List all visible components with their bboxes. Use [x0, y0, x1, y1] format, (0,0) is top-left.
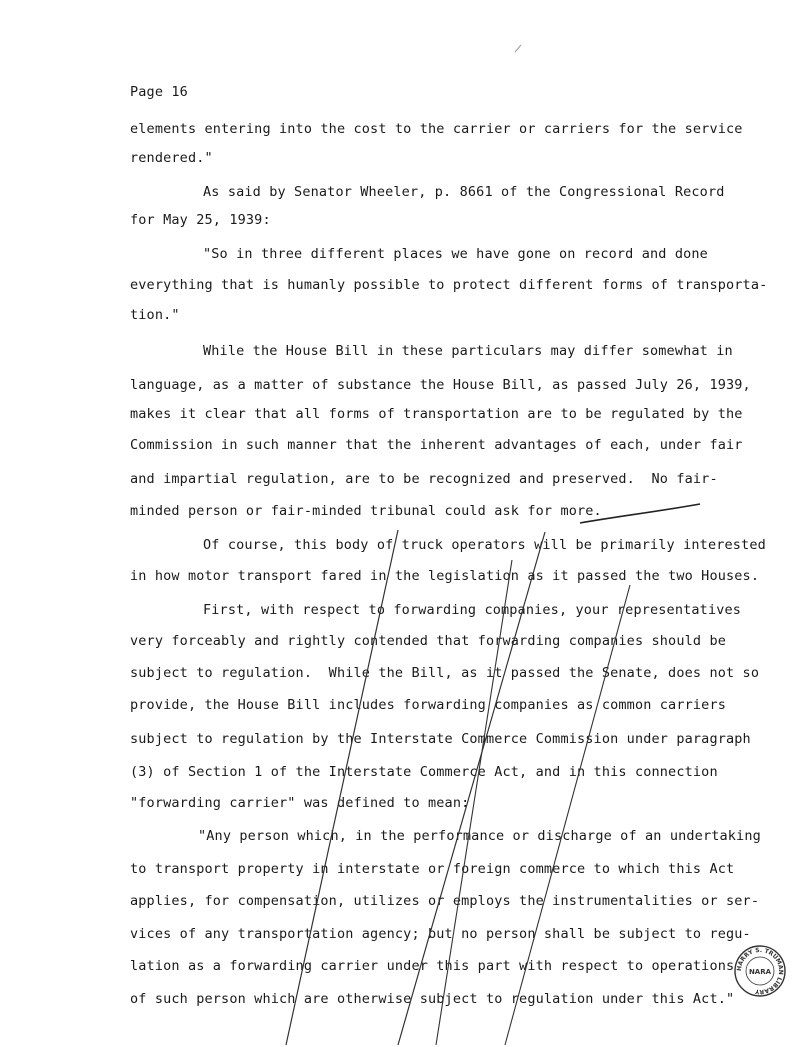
text-line-1: elements entering into the cost to the carrier or carriers for the service — [130, 121, 743, 137]
quote-line-1: "So in three different places we have gone on record and done — [203, 246, 708, 262]
definition-line-4: vices of any transportation agency; but no person shall be subject to regu- — [130, 926, 751, 942]
paragraph-line-12: provide, the House Bill includes forwarding companies as common carriers — [130, 697, 726, 713]
paragraph-line-8: in how motor transport fared in the legislation as it passed the two Houses. — [130, 568, 760, 584]
paragraph-line-4: Commission in such manner that the inherent advantages of each, under fair — [130, 437, 743, 453]
paragraph-line-6: minded person or fair-minded tribunal could ask for more. — [130, 503, 602, 519]
page-number: Page 16 — [130, 84, 188, 100]
paragraph-line-5: and impartial regulation, are to be recognized and preserved. No fair- — [130, 471, 718, 487]
paragraph-line-13: subject to regulation by the Interstate Commerce Commission under paragraph — [130, 731, 751, 747]
text-line-3: As said by Senator Wheeler, p. 8661 of the Congressional Record — [203, 184, 725, 200]
definition-line-6: of such person which are otherwise subject to regulation under this Act." — [130, 991, 735, 1007]
paragraph-line-15: "forwarding carrier" was defined to mean: — [130, 795, 470, 811]
quote-line-3: tion." — [130, 307, 180, 323]
definition-line-1: "Any person which, in the performance or discharge of an undertaking — [198, 828, 761, 844]
paragraph-line-3: makes it clear that all forms of transportation are to be regulated by the — [130, 406, 743, 422]
paragraph-line-10: very forceably and rightly contended that forwarding companies should be — [130, 633, 726, 649]
stamp-center-text: NARA — [748, 968, 772, 976]
definition-line-5: lation as a forwarding carrier under this part with respect to operations — [130, 958, 735, 974]
paragraph-line-7: Of course, this body of truck operators will be primarily interested — [203, 537, 766, 553]
library-stamp — [733, 944, 787, 998]
text-line-4: for May 25, 1939: — [130, 212, 271, 228]
paragraph-line-11: subject to regulation. While the Bill, as it passed the Senate, does not so — [130, 665, 760, 681]
paragraph-line-9: First, with respect to forwarding companies, your representatives — [203, 602, 742, 618]
paragraph-line-14: (3) of Section 1 of the Interstate Commerce Act, and in this connection — [130, 764, 718, 780]
text-line-2: rendered." — [130, 150, 213, 166]
paragraph-line-1: While the House Bill in these particulars may differ somewhat in — [203, 343, 733, 359]
stamp-arc-text: HARRY S. TRUMAN LIBRARY — [735, 946, 785, 996]
paragraph-line-2: language, as a matter of substance the House Bill, as passed July 26, 1939, — [130, 377, 751, 393]
definition-line-3: applies, for compensation, utilizes or employs the instrumentalities or ser- — [130, 893, 760, 909]
quote-line-2: everything that is humanly possible to protect different forms of transporta- — [130, 277, 768, 293]
definition-line-2: to transport property in interstate or foreign commerce to which this Act — [130, 861, 735, 877]
